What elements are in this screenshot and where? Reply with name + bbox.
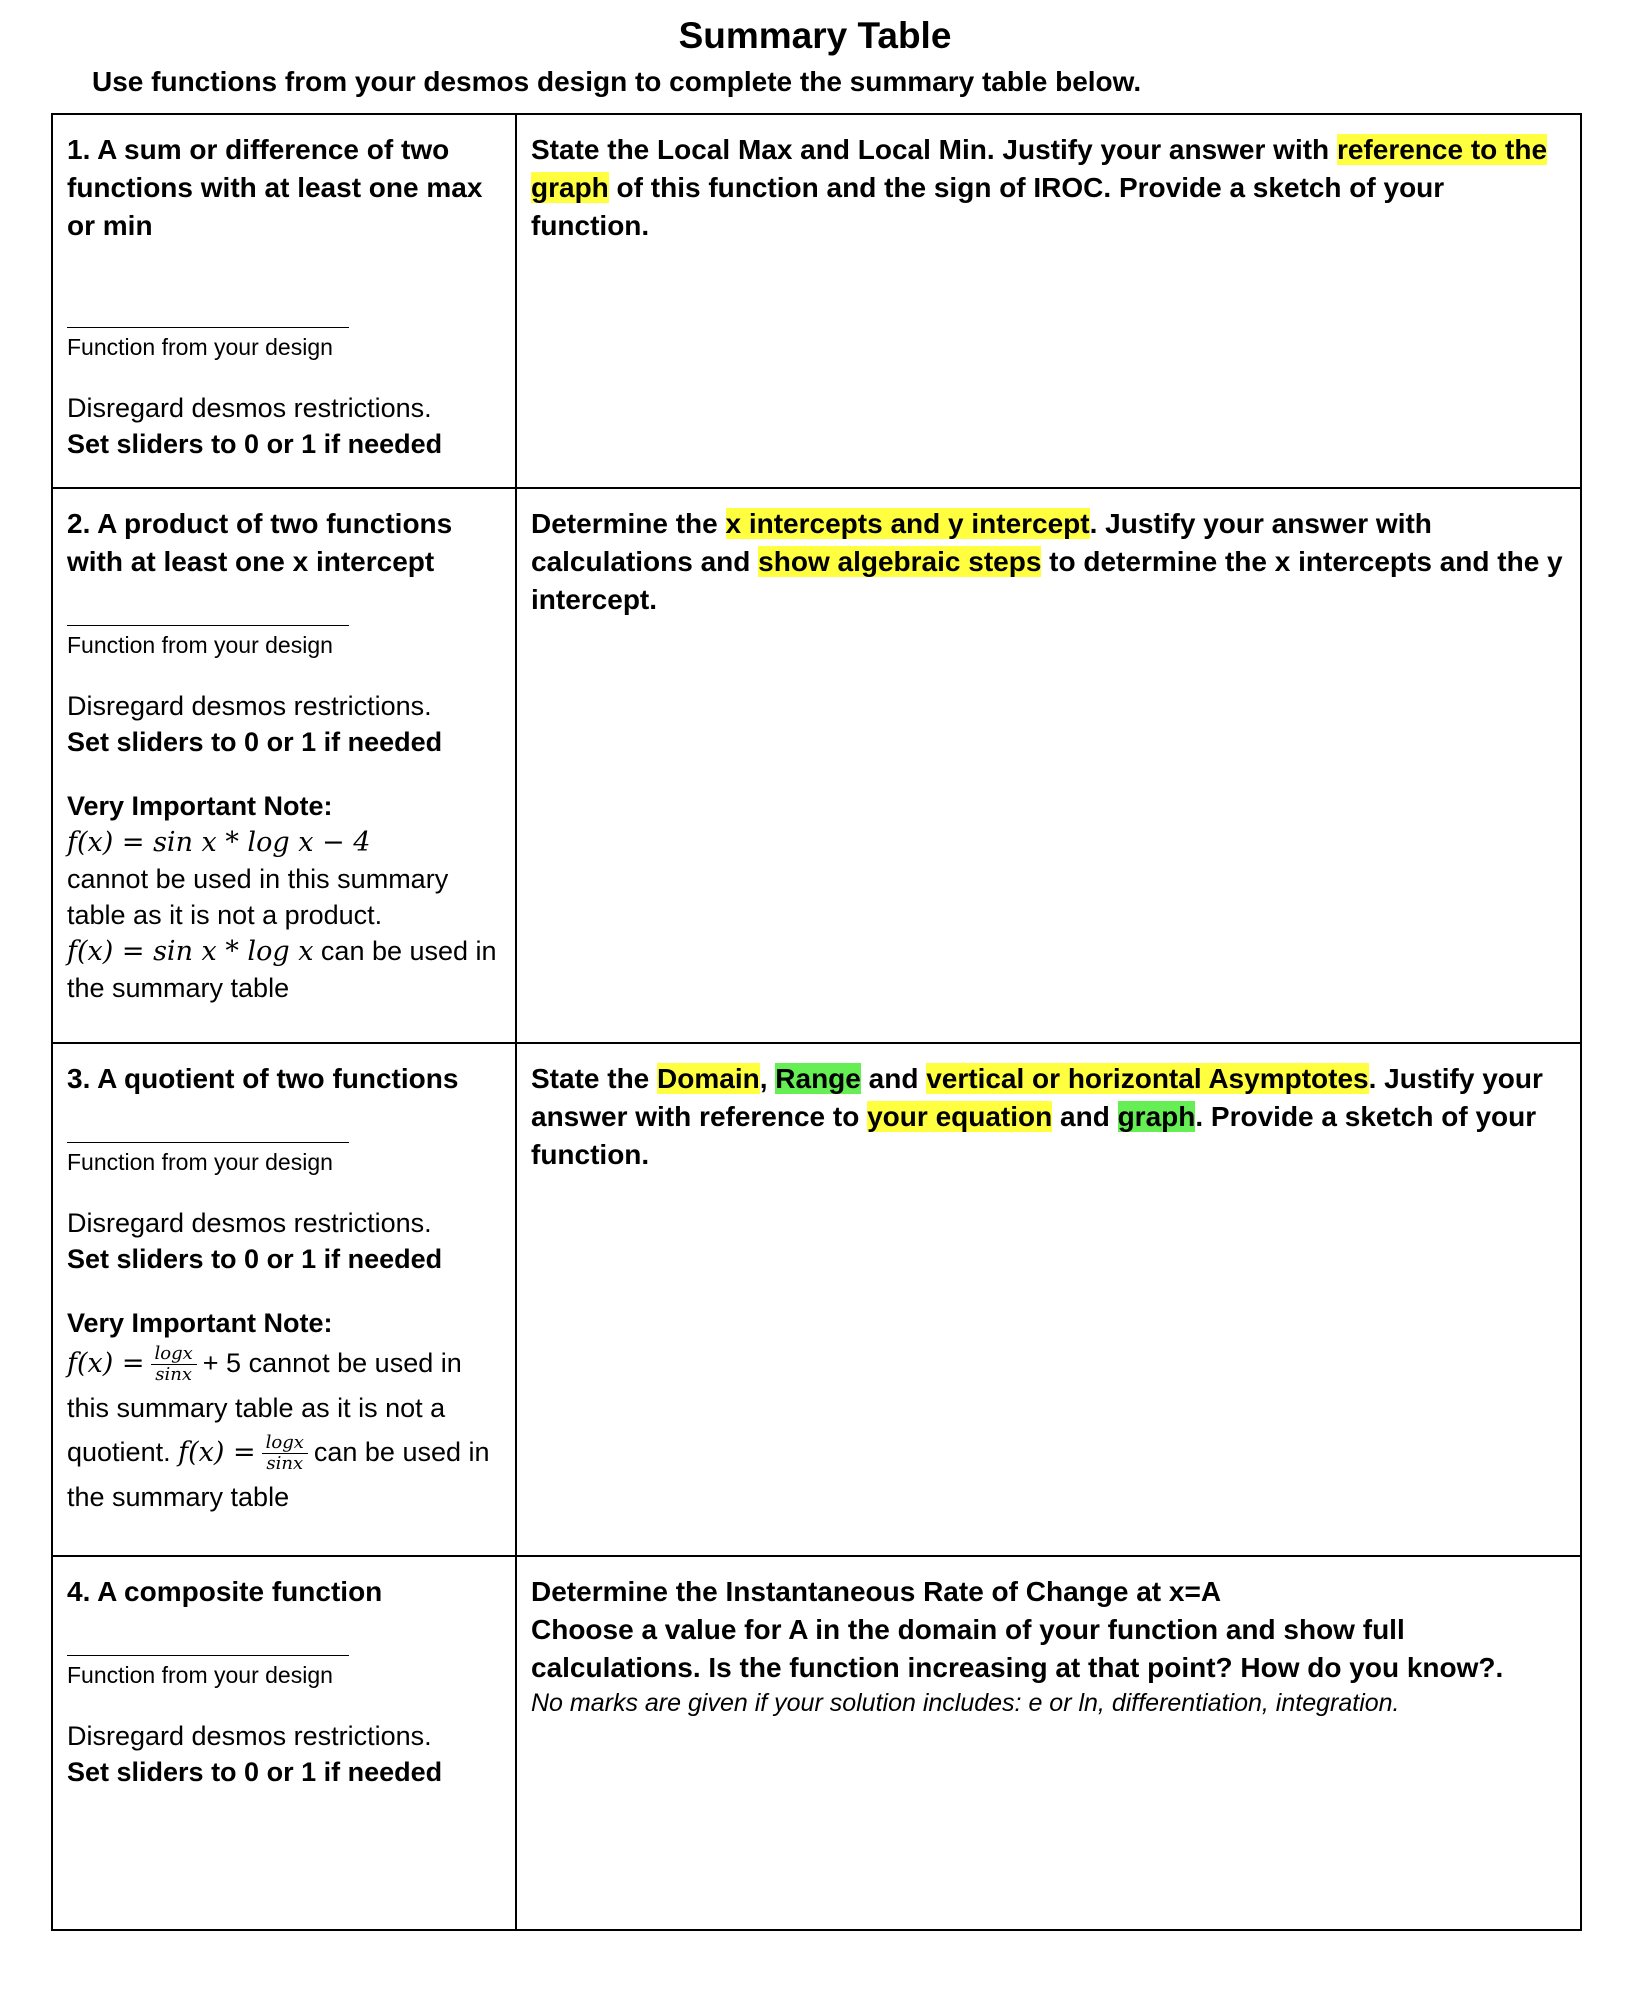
function-label: Function from your design	[67, 334, 333, 360]
note-text-1: cannot be used in this summary table as it is not a product.	[67, 864, 449, 930]
page-title: Summary Table	[678, 15, 952, 56]
row-4-instruction-line-1: Determine the Instantaneous Rate of Change at x=A	[531, 1576, 1222, 1607]
row-3-instructions: State the Domain, Range and vertical or horizontal Asymptotes. Justify your answer with reference to your equation and graph. Provide a sketch of your function.	[531, 1063, 1543, 1170]
table-row	[52, 114, 1581, 488]
row-1-left-cell	[52, 114, 516, 488]
note-formula-1: f(x) = $\frac{\log x}{\sin x}$ + 5 cannot be used in this summary table as it is not a quotient. f(x) = $\frac{\log x}{\sin x}$ can be used in the summary table	[67, 1343, 490, 1512]
sliders-text: Set sliders to 0 or 1 if needed	[67, 1244, 443, 1274]
important-note-heading: Very Important Note:	[67, 1308, 333, 1338]
highlight-your-equation: your equation	[867, 1101, 1053, 1132]
disregard-text: Disregard desmos restrictions.	[67, 1721, 432, 1751]
disregard-text: Disregard desmos restrictions.	[67, 1208, 432, 1238]
row-2-right-cell	[516, 488, 1581, 1043]
row-1-instructions: State the Local Max and Local Min. Justify your answer with reference to the graph of this function and the sign of IROC. Provide a sketch of your function.	[531, 134, 1548, 241]
highlight-domain: Domain	[657, 1063, 760, 1094]
row-3-heading: 3. A quotient of two functions	[67, 1063, 459, 1094]
highlight-asymptotes: vertical or horizontal Asymptotes	[926, 1063, 1369, 1094]
row-4-instruction-line-2: Choose a value for A in the domain of your function and show full calculations. Is the function increasing at that point? How do you know?.	[531, 1614, 1504, 1683]
highlight-algebraic-steps: show algebraic steps	[758, 546, 1042, 577]
row-1-heading: 1. A sum or difference of two functions with at least one max or min	[67, 134, 483, 241]
row-1-right-cell	[516, 114, 1581, 488]
disregard-text: Disregard desmos restrictions.	[67, 691, 432, 721]
row-2-heading: 2. A product of two functions with at least one x intercept	[67, 508, 453, 577]
function-label: Function from your design	[67, 632, 333, 658]
highlight-reference-graph: reference to the graph	[531, 134, 1548, 203]
highlight-graph: graph	[1117, 1101, 1196, 1132]
table-row	[52, 1043, 1581, 1556]
row-4-heading: 4. A composite function	[67, 1576, 383, 1607]
important-note-heading: Very Important Note:	[67, 791, 333, 821]
sliders-text: Set sliders to 0 or 1 if needed	[67, 1757, 443, 1787]
note-formula-2: f(x) = sin x * log x can be used in the summary table	[67, 936, 497, 1003]
row-2-left-cell	[52, 488, 516, 1043]
fraction-log-over-sin: $\frac{\log x}{\sin x}$	[151, 1344, 197, 1385]
row-3-right-cell	[516, 1043, 1581, 1556]
table-row	[52, 488, 1581, 1043]
function-label: Function from your design	[67, 1662, 333, 1688]
row-4-left-cell	[52, 1556, 516, 1930]
function-blank-line[interactable]	[67, 1641, 349, 1656]
sliders-text: Set sliders to 0 or 1 if needed	[67, 727, 443, 757]
row-3-left-cell	[52, 1043, 516, 1556]
highlight-intercepts: x intercepts and y intercept	[725, 508, 1090, 539]
fraction-log-over-sin: $\frac{\log x}{\sin x}$	[262, 1433, 308, 1474]
row-2-instructions: Determine the x intercepts and y intercept. Justify your answer with calculations and show algebraic steps to determine the x intercepts and the y intercept.	[531, 508, 1563, 615]
row-4-marks-note: No marks are given if your solution includes: e or ln, differentiation, integration.	[531, 1689, 1400, 1717]
sliders-text: Set sliders to 0 or 1 if needed	[67, 429, 443, 459]
summary-table	[51, 113, 1582, 1931]
row-4-right-cell	[516, 1556, 1581, 1930]
table-row	[52, 1556, 1581, 1930]
highlight-range: Range	[775, 1063, 861, 1094]
page-subtitle: Use functions from your desmos design to complete the summary table below.	[92, 66, 1142, 97]
function-blank-line[interactable]	[67, 1128, 349, 1143]
disregard-text: Disregard desmos restrictions.	[67, 393, 432, 423]
function-blank-line[interactable]	[67, 313, 349, 328]
function-label: Function from your design	[67, 1149, 333, 1175]
function-blank-line[interactable]	[67, 611, 349, 626]
note-formula-1: f(x) = sin x * log x − 4	[67, 827, 371, 858]
